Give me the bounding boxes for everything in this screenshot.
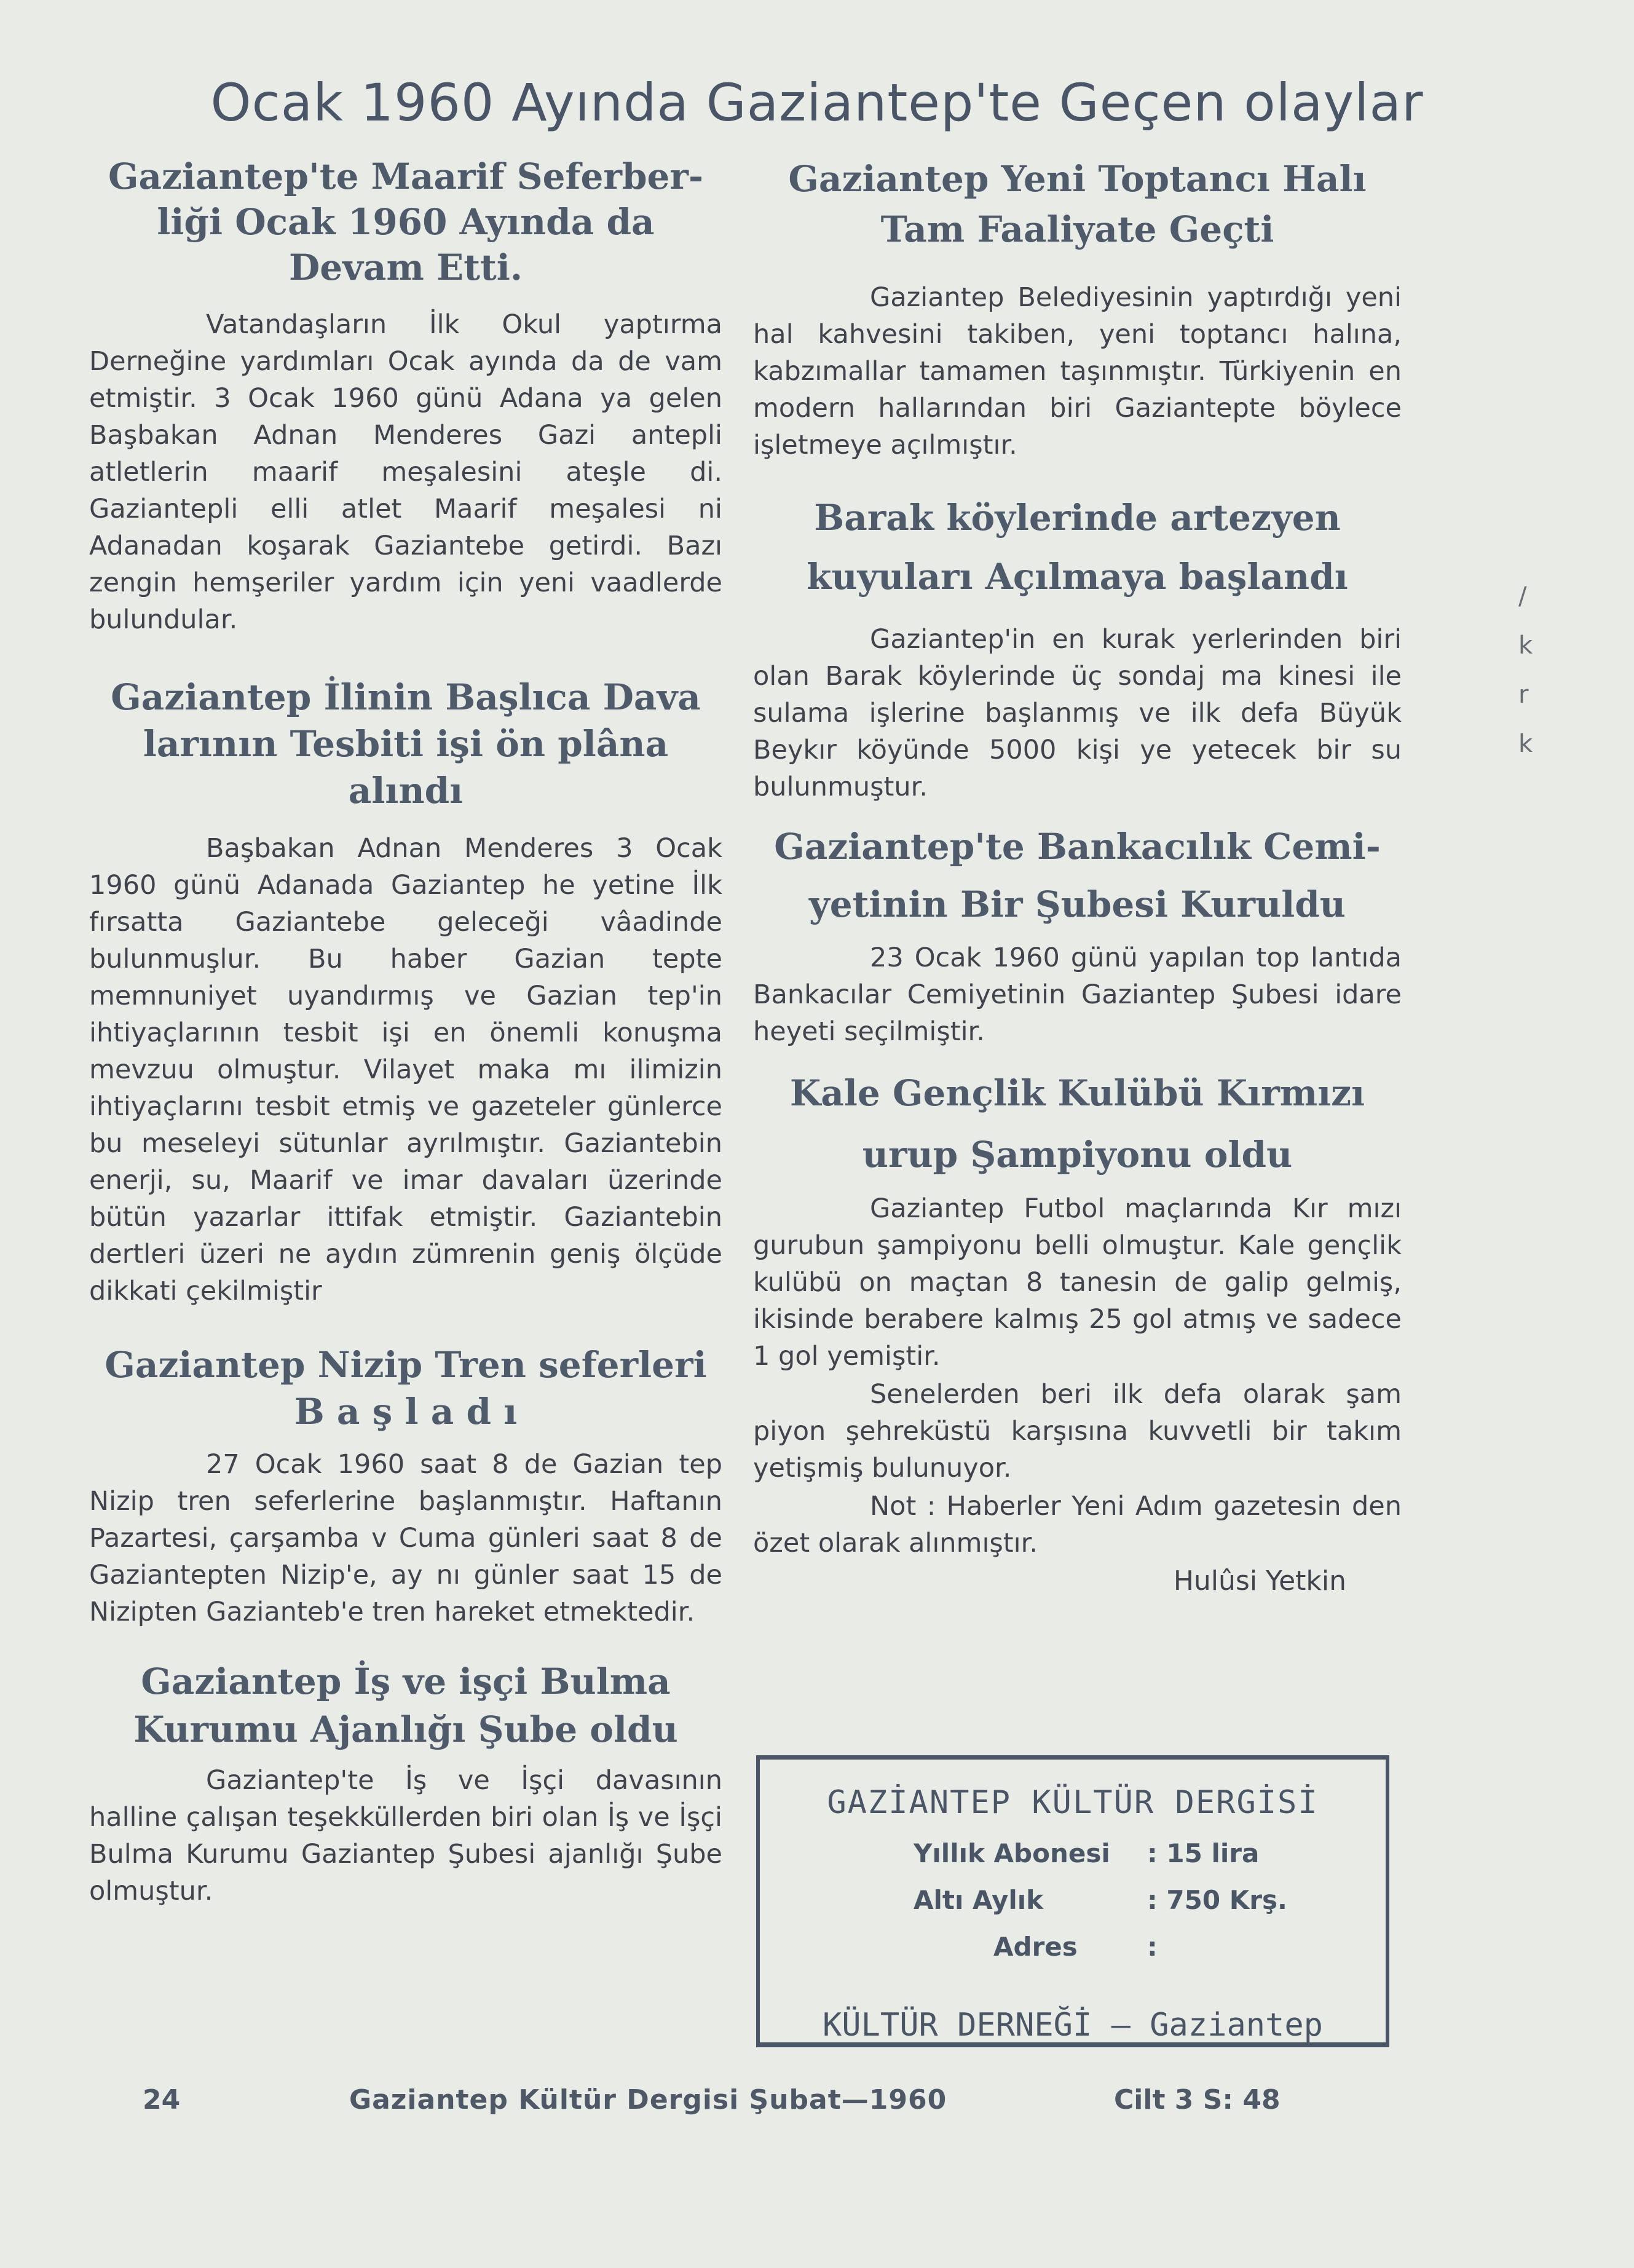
headline-line: Gaziantep İlinin Başlıca Dava (111, 676, 701, 718)
subscription-footer: KÜLTÜR DERNEĞİ — Gaziantep (823, 2007, 1323, 2044)
subscription-label: Yıllık Abonesi (914, 1838, 1110, 1868)
article-headline (753, 488, 1402, 606)
subscription-row (914, 1838, 1259, 1868)
article-maarif (89, 154, 722, 638)
page-footer (0, 2084, 1634, 2121)
volume-info: Cilt 3 S: 48 (1114, 2084, 1281, 2116)
article-headline (89, 1658, 722, 1753)
article-headline (753, 154, 1402, 255)
article-body: Vatandaşların İlk Okul yaptırma Derneğine yardımları Ocak ayında da de vam etmiştir. 3 Ocak 1960 günü Adana ya gelen Başbakan Adnan Menderes Gazi antepli atletlerin maarif meşalesini ateşle di. Gaziantepli elli atlet Maarif meşalesi ni Adanadan koşarak Gaziantebe getirdi. Bazı zengin hemşeriler yardım için yeni vaadlerde bulundular. (89, 309, 722, 635)
headline-line: yetinin Bir Şubesi Kuruldu (809, 883, 1346, 925)
article-body: Gaziantep'in en kurak yerlerinden biri olan Barak köylerinde üç sondaj ma kinesi ile sulama işlerine başlanmış ve ilk defa Büyük Beykır köyünde 5000 kişi ye yetecek bir su bulunmuştur. (753, 624, 1402, 802)
margin-mark: k (1518, 631, 1533, 660)
subscription-label: Adres (993, 1932, 1078, 1962)
left-column (89, 154, 722, 1910)
article-body: Gaziantep Futbol maçlarında Kır mızı gurubun şampiyonu belli olmuştur. Kale gençlik kulübü on maçtan 8 tanesin de galip gelmiş, ikisinde berabere kalmış 25 gol atmış ve sadece 1 gol yemiştir. (753, 1193, 1402, 1372)
headline-line: Gaziantep Nizip Tren seferleri (105, 1344, 707, 1386)
headline-line: liği Ocak 1960 Ayında da (157, 201, 655, 243)
headline-line: urup Şampiyonu oldu (862, 1134, 1293, 1175)
article-tren (89, 1341, 722, 1630)
article-headline (89, 1341, 722, 1435)
article-note: Not : Haberler Yeni Adım gazetesin den özet olarak alınmıştır. (753, 1491, 1402, 1559)
margin-pen-marks (1518, 572, 1555, 775)
article-kale-genclik (753, 1062, 1402, 1597)
margin-mark: r (1518, 681, 1529, 709)
article-headline (89, 154, 722, 290)
headline-line: Gaziantep Yeni Toptancı Halı (788, 158, 1367, 200)
headline-line: Devam Etti. (288, 247, 523, 288)
article-bankacilik (753, 818, 1402, 1050)
article-headline (753, 818, 1402, 933)
headline-line: Gaziantep'te Bankacılık Cemi- (774, 826, 1381, 867)
author-signature: Hulûsi Yetkin (1173, 1565, 1346, 1597)
article-body: Senelerden beri ilk defa olarak şam piyon şehreküstü karşısına kuvvetli bir takım yetişmiş bulunuyor. (753, 1379, 1402, 1484)
margin-mark: k (1518, 730, 1533, 758)
headline-line: kuyuları Açılmaya başlandı (807, 556, 1348, 598)
subscription-title: GAZİANTEP KÜLTÜR DERGİSİ (827, 1784, 1319, 1821)
headline-line: Gaziantep İş ve işçi Bulma (141, 1661, 671, 1702)
subscription-value: : (1147, 1932, 1158, 1962)
headline-line: Tam Faaliyate Geçti (880, 208, 1274, 250)
headline-line: Kurumu Ajanlığı Şube oldu (133, 1709, 678, 1750)
headline-line: Gaziantep'te Maarif Seferber- (108, 156, 704, 197)
article-body: Başbakan Adnan Menderes 3 Ocak 1960 günü Adanada Gaziantep he yetine İlk fırsatta Gaziantebe geleceği vâadinde bulunmuşlur. Bu haber Gazian tepte memnuniyet uyandırmış ve Gazian tep'in ihtiyaçlarının tesbit işi en önemli konuşma mevzuu olmuştur. Vilayet maka mı ilimizin ihtiyaçlarını tesbit etmiş ve gazeteler günlerce bu meseleyi sütunlar ayrılmıştır. Gaziantebin enerji, su, Maarif ve imar davaları üzerinde bütün yazarlar ittifak etmiştir. Gaziantebin dertleri üzeri ne aydın zümrenin geniş ölçüde dikkati çekilmiştir (89, 833, 722, 1306)
subscription-value: : 15 lira (1147, 1838, 1260, 1868)
article-body: 27 Ocak 1960 saat 8 de Gazian tep Nizip tren seferlerine başlanmıştır. Haftanın Pazartesi, çarşamba v Cuma günleri saat 8 de Gaziantepten Nizip'e, ay nı günler saat 15 de Nizipten Gazianteb'e tren hareket etmektedir. (89, 1449, 722, 1627)
headline-line: B a ş l a d ı (294, 1391, 518, 1432)
subscription-row (914, 1932, 1158, 1962)
headline-line: Kale Gençlik Kulübü Kırmızı (789, 1072, 1365, 1114)
article-headline (89, 674, 722, 814)
subscription-box (756, 1755, 1389, 2047)
article-dava (89, 674, 722, 1310)
article-body: Gaziantep'te İş ve İşçi davasının halline çalışan teşekküllerden biri olan İş ve İşçi Bulma Kurumu Gaziantep Şubesi ajanlığı Şube olmuştur. (89, 1765, 722, 1906)
margin-mark: / (1518, 582, 1527, 610)
subscription-value: : 750 Krş. (1147, 1885, 1287, 1915)
article-barak (753, 488, 1402, 805)
subscription-label: Altı Aylık (914, 1885, 1044, 1915)
headline-line: alındı (348, 770, 464, 812)
subscription-row (914, 1885, 1287, 1915)
article-body: 23 Ocak 1960 günü yapılan top lantıda Bankacılar Cemiyetinin Gaziantep Şubesi idare heyeti seçilmiştir. (753, 942, 1402, 1047)
article-is-isci (89, 1658, 722, 1910)
journal-name: Gaziantep Kültür Dergisi Şubat—1960 (349, 2084, 947, 2116)
article-headline (753, 1062, 1402, 1185)
right-column (753, 154, 1402, 1597)
page-number: 24 (143, 2084, 181, 2116)
headline-line: larının Tesbiti işi ön plâna (143, 723, 669, 765)
article-body: Gaziantep Belediyesinin yaptırdığı yeni hal kahvesini takiben, yeni toptancı halına, kabzımallar tamamen taşınmıştır. Türkiyenin en modern hallarından biri Gaziantepte böylece işletmeye açılmıştır. (753, 282, 1402, 460)
article-toptanci (753, 154, 1402, 464)
headline-line: Barak köylerinde artezyen (814, 497, 1341, 539)
page-title: Ocak 1960 Ayında Gaziantep'te Geçen olaylar (210, 73, 1424, 133)
